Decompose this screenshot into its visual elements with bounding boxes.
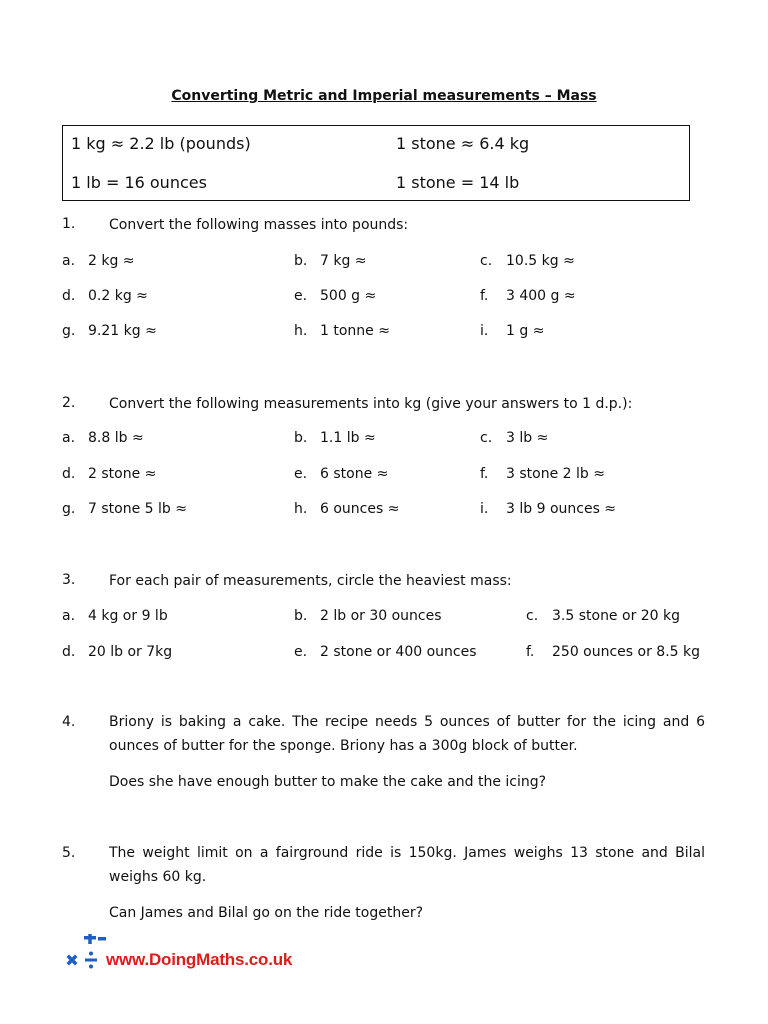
question-3-number: 3. <box>62 572 76 588</box>
q2-item-f: f. 3 stone 2 lb ≈ <box>480 466 605 482</box>
question-3-text: For each pair of measurements, circle the heaviest mass: <box>109 573 512 589</box>
fact-kg-lb: 1 kg ≈ 2.2 lb (pounds) <box>71 134 251 153</box>
q1-item-g: g. 9.21 kg ≈ <box>62 323 157 339</box>
doingmaths-logo-icon <box>62 934 106 974</box>
q3-item-d: d. 20 lb or 7kg <box>62 644 173 660</box>
question-2-number: 2. <box>62 395 76 411</box>
question-4-number: 4. <box>62 714 76 730</box>
q1-item-e: e. 500 g ≈ <box>294 288 377 304</box>
q2-item-d: d. 2 stone ≈ <box>62 466 157 482</box>
q1-item-d: d. 0.2 kg ≈ <box>62 288 148 304</box>
question-1-number: 1. <box>62 216 76 232</box>
q3-item-a: a. 4 kg or 9 lb <box>62 608 168 624</box>
website-link[interactable]: www.DoingMaths.co.uk <box>106 950 293 969</box>
q2-item-b: b. 1.1 lb ≈ <box>294 430 376 446</box>
q1-item-a: a. 2 kg ≈ <box>62 253 135 269</box>
q3-item-f: f. 250 ounces or 8.5 kg <box>526 644 701 660</box>
question-4-text: Briony is baking a cake. The recipe needs 5 ounces of butter for the icing and 6 ounces of butter for the sponge. Briony has a 300g block of butter. <box>109 714 705 754</box>
q2-item-e: e. 6 stone ≈ <box>294 466 389 482</box>
fact-stone-lb: 1 stone = 14 lb <box>396 173 520 192</box>
q1-item-i: i. 1 g ≈ <box>480 323 545 339</box>
question-4-followup: Does she have enough butter to make the cake and the icing? <box>109 774 547 790</box>
q3-item-e: e. 2 stone or 400 ounces <box>294 644 477 660</box>
q2-item-h: h. 6 ounces ≈ <box>294 501 400 517</box>
question-5-followup: Can James and Bilal go on the ride together? <box>109 905 424 921</box>
q3-item-c: c. 3.5 stone or 20 kg <box>526 608 681 624</box>
q2-item-c: c. 3 lb ≈ <box>480 430 549 446</box>
fact-stone-kg: 1 stone ≈ 6.4 kg <box>396 134 530 153</box>
q2-item-a: a. 8.8 lb ≈ <box>62 430 144 446</box>
q1-item-h: h. 1 tonne ≈ <box>294 323 390 339</box>
worksheet-title: Converting Metric and Imperial measurements – Mass <box>171 88 597 104</box>
question-2-text: Convert the following measurements into kg (give your answers to 1 d.p.): <box>109 396 633 412</box>
question-5-text: The weight limit on a fairground ride is 150kg. James weighs 13 stone and Bilal weighs 60 kg. <box>109 845 705 885</box>
question-1-text: Convert the following masses into pounds: <box>109 217 409 233</box>
q3-item-b: b. 2 lb or 30 ounces <box>294 608 442 624</box>
q2-item-i: i. 3 lb 9 ounces ≈ <box>480 501 617 517</box>
q2-item-g: g. 7 stone 5 lb ≈ <box>62 501 187 517</box>
q1-item-c: c. 10.5 kg ≈ <box>480 253 575 269</box>
question-5-number: 5. <box>62 845 76 861</box>
conversion-facts-box <box>62 125 690 201</box>
fact-lb-ounces: 1 lb = 16 ounces <box>71 173 207 192</box>
q1-item-b: b. 7 kg ≈ <box>294 253 367 269</box>
q1-item-f: f. 3 400 g ≈ <box>480 288 576 304</box>
